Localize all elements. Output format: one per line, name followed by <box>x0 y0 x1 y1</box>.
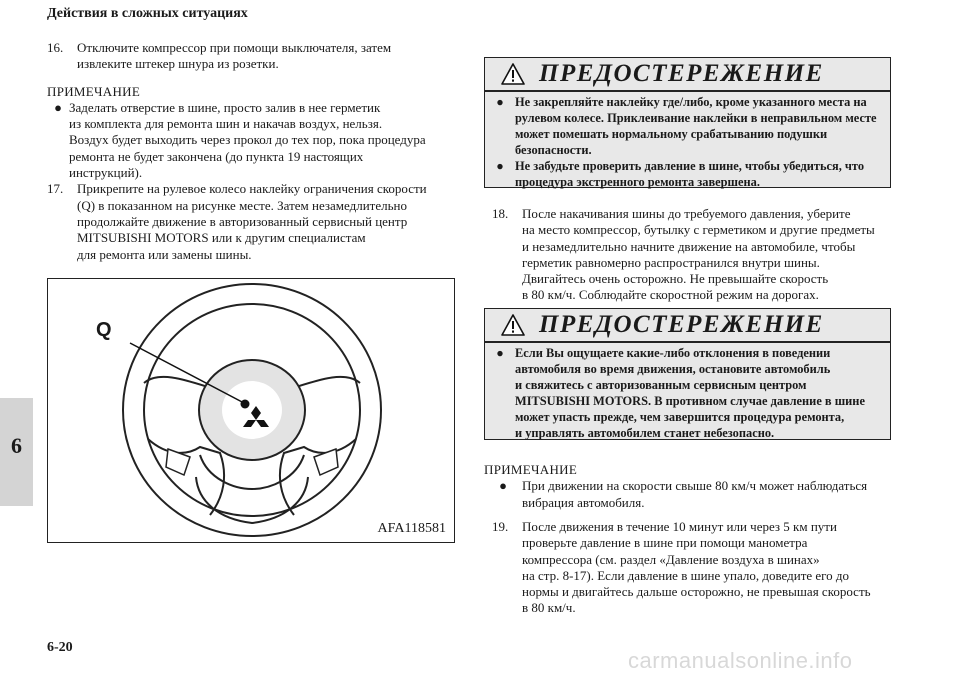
note-item <box>47 100 457 181</box>
warning-item <box>485 94 884 158</box>
text-line: MITSUBISHI MOTORS или к другим специалистам <box>77 230 366 246</box>
warning-title: ПРЕДОСТЕРЕЖЕНИЕ <box>539 311 824 338</box>
text-line: ремонта не будет закончена (до пункта 19 настоящих <box>69 148 364 164</box>
bullet-icon: ● <box>496 94 504 109</box>
text-line: Прикрепите на рулевое колесо наклейку ограничения скорости <box>77 181 427 197</box>
step-18 <box>492 206 902 304</box>
step-text <box>77 181 457 262</box>
step-number: 17. <box>47 181 64 197</box>
note-heading: ПРИМЕЧАНИЕ <box>47 83 141 99</box>
text-line: Если Вы ощущаете какие-либо отклонения в поведении <box>515 345 831 360</box>
text-line: автомобиля во время движения, остановите автомобиль <box>515 361 831 376</box>
page-number: 6-20 <box>47 640 73 655</box>
text-line: в 80 км/ч. <box>522 600 576 616</box>
chapter-number: 6 <box>11 433 22 458</box>
note-item <box>484 478 904 511</box>
step-number: 18. <box>492 206 509 221</box>
section-header: Действия в сложных ситуациях <box>47 6 248 21</box>
text-line: может помешать нормальному срабатыванию подушки <box>515 126 828 141</box>
text-line: извлеките штекер шнура из розетки. <box>77 56 279 72</box>
text-line: рулевом колесе. Приклеивание наклейки в неправильном месте <box>515 110 877 125</box>
text-line: При движении на скорости свыше 80 км/ч может наблюдаться <box>522 478 868 494</box>
text-line: безопасности. <box>515 142 592 157</box>
text-line: и управлять автомобилем станет небезопасно. <box>515 425 775 440</box>
step-17 <box>47 181 457 262</box>
note-right <box>484 462 904 511</box>
text-line: Воздух будет выходить через прокол до тех пор, пока процедура <box>69 132 426 148</box>
text-line: из комплекта для ремонта шин и накачав воздух, нельзя. <box>69 116 383 132</box>
steering-wheel-figure <box>47 278 455 543</box>
text-line: продолжайте движение в авторизованный сервисный центр <box>77 213 408 229</box>
warning-triangle-icon <box>501 314 525 336</box>
text-line: После накачивания шины до требуемого давления, уберите <box>522 206 851 221</box>
text-line: и незамедлительно начните движение на автомобиле, чтобы <box>522 238 856 254</box>
text-line: инструкций). <box>69 165 143 181</box>
text-line: на стр. 8-17). Если давление в шине упало, доведите его до <box>522 567 850 583</box>
warning-title-bar <box>485 58 890 90</box>
text-line: в 80 км/ч. Соблюдайте скоростной режим на дорогах. <box>522 287 819 303</box>
text-line: Заделать отверстие в шине, просто залив в нее герметик <box>69 99 381 115</box>
warning-box-1 <box>484 57 891 188</box>
text-line: и свяжитесь с авторизованным сервисным центром <box>515 377 807 392</box>
text-line: (Q) в показанном на рисунке месте. Затем незамедлительно <box>77 197 407 213</box>
note-heading: ПРИМЕЧАНИЕ <box>484 462 578 477</box>
warning-title-bar <box>485 309 890 341</box>
text-line: Двигайтесь очень осторожно. Не превышайте скорость <box>522 271 829 287</box>
step-16 <box>47 40 457 73</box>
text-line: Отключите компрессор при помощи выключателя, затем <box>77 40 392 55</box>
figure-code: AFA118581 <box>377 521 446 536</box>
text-line: вибрация автомобиля. <box>522 494 645 510</box>
left-column <box>47 40 457 263</box>
warning-item <box>485 345 890 441</box>
warning-item <box>485 158 884 190</box>
bullet-icon: ● <box>54 99 62 115</box>
warning-triangle-icon <box>501 63 525 85</box>
warning-box-2 <box>484 308 891 440</box>
text-line: Не забудьте проверить давление в шине, чтобы убедиться, что <box>515 158 865 173</box>
warning-title: ПРЕДОСТЕРЕЖЕНИЕ <box>539 60 824 87</box>
step-number: 16. <box>47 40 64 55</box>
bullet-icon: ● <box>496 345 504 360</box>
text-line: компрессора (см. раздел «Давление воздуха в шинах» <box>522 551 820 567</box>
step-text <box>77 40 457 73</box>
bullet-icon: ● <box>499 478 507 494</box>
step-text <box>522 519 904 617</box>
text-line: на место компрессор, бутылку с герметиком и другие предметы <box>522 222 875 238</box>
text-line: Не закрепляйте наклейку где/либо, кроме указанного места на <box>515 94 867 109</box>
text-line: нормы и двигайтесь дальше осторожно, не превышая скорость <box>522 584 871 600</box>
text-line: герметик равномерно распространился внутри шины. <box>522 254 820 270</box>
step-number: 19. <box>492 519 509 534</box>
figure-label-q: Q <box>96 319 112 341</box>
text-line: проверьте давление в шине при помощи манометра <box>522 535 808 551</box>
text-line: MITSUBISHI MOTORS. В противном случае давление в шине <box>515 393 865 408</box>
step-19 <box>492 519 904 617</box>
bullet-icon: ● <box>496 158 504 173</box>
text-line: После движения в течение 10 минут или через 5 км пути <box>522 519 837 534</box>
step-text <box>522 206 902 304</box>
watermark: carmanualsonline.info <box>628 648 853 673</box>
text-line: может упасть прежде, чем завершится процедура ремонта, <box>515 409 845 424</box>
text-line: для ремонта или замены шины. <box>77 246 252 262</box>
text-line: процедура экстренного ремонта завершена. <box>515 174 760 189</box>
